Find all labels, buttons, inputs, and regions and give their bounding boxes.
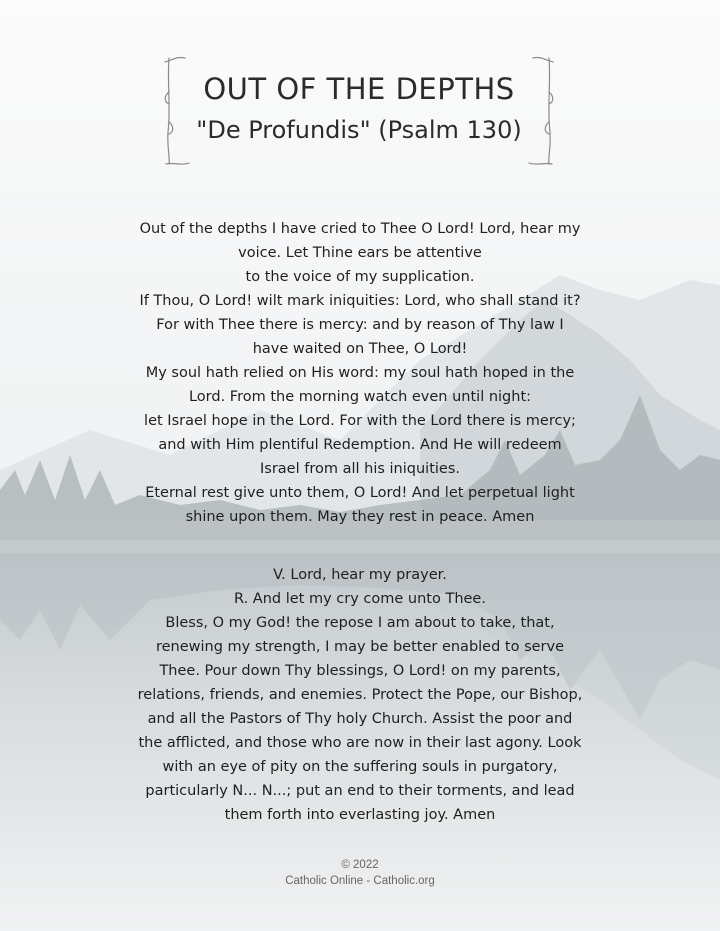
prayer-line: Bless, O my God! the repose I am about to take, that,	[165, 615, 555, 631]
prayer-line: Lord. From the morning watch even until night:	[188, 389, 532, 405]
prayer-line: My soul hath relied on His word: my soul hath hoped in the	[145, 365, 575, 381]
page-subtitle: "De Profundis" (Psalm 130)	[196, 116, 522, 144]
prayer-line: R. And let my cry come unto Thee.	[234, 591, 486, 607]
prayer-line: with an eye of pity on the suffering souls in purgatory,	[162, 759, 558, 775]
prayer-line: For with Thee there is mercy: and by reason of Thy law I	[156, 317, 564, 333]
prayer-line: voice. Let Thine ears be attentive	[238, 245, 482, 261]
prayer-line: have waited on Thee, O Lord!	[252, 341, 468, 357]
prayer-line: relations, friends, and enemies. Protect the Pope, our Bishop,	[137, 687, 583, 703]
prayer-paragraph-1	[100, 217, 620, 529]
prayer-line: renewing my strength, I may be better enabled to serve	[155, 639, 565, 655]
page-title: OUT OF THE DEPTHS	[203, 72, 515, 106]
prayer-line: shine upon them. May they rest in peace. Amen	[185, 509, 535, 525]
prayer-line: If Thou, O Lord! wilt mark iniquities: Lord, who shall stand it?	[139, 293, 581, 309]
prayer-line: Out of the depths I have cried to Thee O Lord! Lord, hear my	[139, 221, 581, 237]
prayer-line: Eternal rest give unto them, O Lord! And let perpetual light	[145, 485, 575, 501]
prayer-line: and with Him plentiful Redemption. And He will redeem	[158, 437, 562, 453]
prayer-line: V. Lord, hear my prayer.	[273, 567, 447, 583]
prayer-line: Thee. Pour down Thy blessings, O Lord! on my parents,	[159, 663, 561, 679]
prayer-line: to the voice of my supplication.	[245, 269, 475, 285]
footer	[0, 857, 720, 889]
prayer-paragraph-2	[100, 563, 620, 827]
prayer-line: the afflicted, and those who are now in their last agony. Look	[138, 735, 582, 751]
prayer-line: particularly N... N...; put an end to their torments, and lead	[145, 783, 575, 799]
prayer-line: let Israel hope in the Lord. For with the Lord there is mercy;	[144, 413, 576, 429]
copyright-text: © 2022	[341, 859, 379, 871]
ornamental-frame-icon	[163, 52, 555, 170]
prayer-line: them forth into everlasting joy. Amen	[224, 807, 496, 823]
prayer-line: and all the Pastors of Thy holy Church. Assist the poor and	[147, 711, 573, 727]
title-frame	[163, 52, 555, 170]
publisher-text: Catholic Online - Catholic.org	[285, 875, 435, 887]
prayer-line: Israel from all his iniquities.	[260, 461, 460, 477]
